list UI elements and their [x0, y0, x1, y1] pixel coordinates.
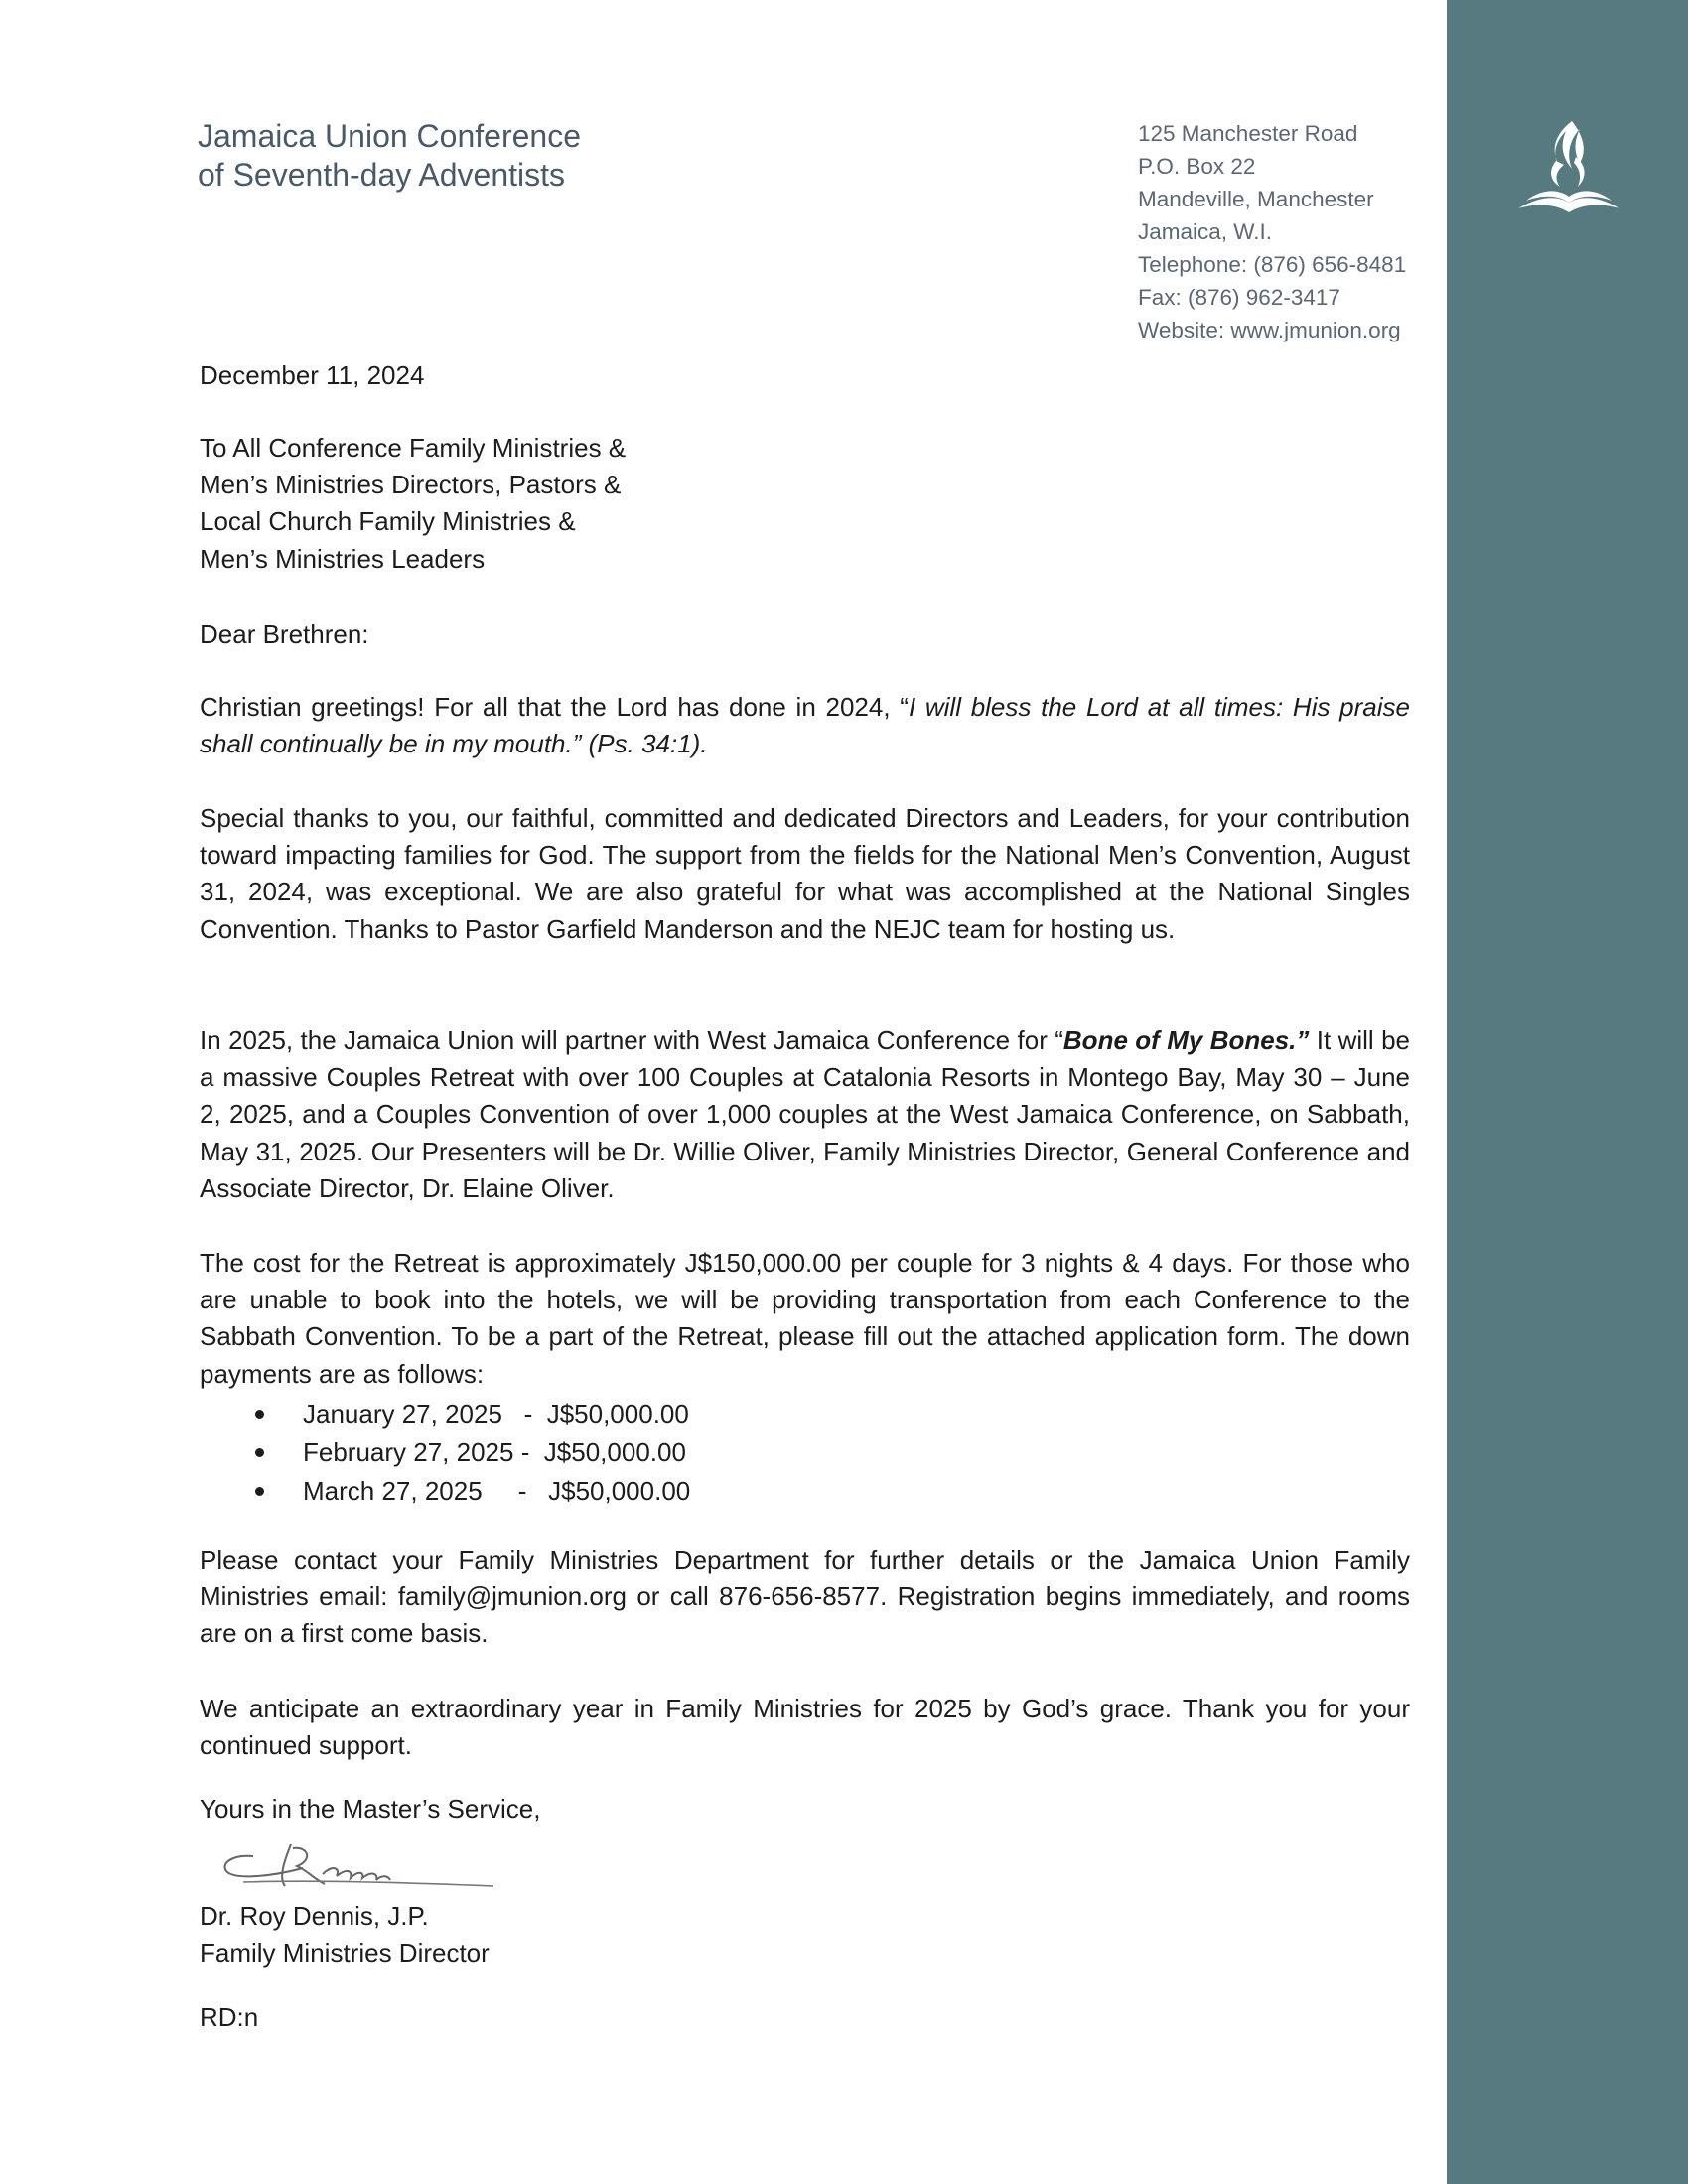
handwritten-signature [213, 1835, 501, 1894]
address-fax: Fax: (876) 962-3417 [1138, 285, 1340, 310]
bullet-icon [255, 1410, 264, 1419]
signer-name: Dr. Roy Dennis, J.P. [200, 1901, 429, 1931]
address-street: 125 Manchester Road [1138, 121, 1358, 146]
address-telephone: Telephone: (876) 656-8481 [1138, 252, 1407, 277]
recipient-line: Men’s Ministries Leaders [200, 543, 486, 574]
paragraph-anticipation: We anticipate an extraordinary year in Family Ministries for 2025 by God’s grace. Thank you for your continued support. [200, 1694, 1410, 1761]
recipient-line: Men’s Ministries Directors, Pastors & [200, 470, 622, 500]
list-item [200, 1472, 1093, 1511]
list-item [200, 1433, 1093, 1472]
paragraph-contact: Please contact your Family Ministries Department for further details or the Jamaica Union Family Ministries email: family@jmunion.org or call 876-656-8577. Registration begins immediately, and rooms are on a first come basis. [200, 1545, 1410, 1649]
recipient-line: To All Conference Family Ministries & [200, 433, 627, 463]
paragraph-thanks: Special thanks to you, our faithful, committed and dedicated Directors and Leaders, for your contribution toward impacting families for God. The support from the fields for the National Men’s Convention, August 31, 2024, was exceptional. We are also grateful for what was accomplished at the National Singles Convention. Thanks to Pastor Garfield Manderson and the NEJC team for hosting us. [200, 803, 1410, 944]
adventist-flame-book-icon [1514, 117, 1623, 226]
payment-entry: January 27, 2025 - J$50,000.00 [303, 1399, 689, 1429]
address-country: Jamaica, W.I. [1138, 219, 1273, 244]
recipient-line: Local Church Family Ministries & [200, 506, 576, 537]
greeting-lead: Christian greetings! For all that the Lord has done in 2024, “ [200, 692, 909, 722]
paragraph-retreat [200, 1023, 1410, 1207]
payment-entry: February 27, 2025 - J$50,000.00 [303, 1437, 686, 1467]
organization-name [198, 117, 581, 195]
event-name: Bone of My Bones.” [1062, 1025, 1310, 1055]
retreat-details: It will be a massive Couples Retreat with over 100 Couples at Catalonia Resorts in Montego Bay, May 30 – June 2, 2025, and a Couples Convention of over 1,000 couples at the West Jamaica Conference, on Sabbath, May 31, 2025. Our Presenters will be Dr. Willie Oliver, Family Ministries Director, General Conference and Associate Director, Dr. Elaine Oliver. [200, 1025, 1411, 1203]
salutation: Dear Brethren: [200, 619, 369, 649]
bullet-icon [255, 1487, 264, 1496]
bullet-icon [255, 1448, 264, 1457]
address-po-box: P.O. Box 22 [1138, 154, 1256, 179]
org-name-line-1: Jamaica Union Conference [198, 118, 581, 154]
address-website: Website: www.jmunion.org [1138, 318, 1401, 342]
payment-entry: March 27, 2025 - J$50,000.00 [303, 1476, 691, 1506]
signer-block [200, 1898, 1410, 1972]
scripture-quote: I will bless the Lord at all times: His praise shall continually be in my mouth.” (Ps. 34:1). [200, 692, 1410, 759]
complimentary-close: Yours in the Master’s Service, [200, 1794, 541, 1824]
paragraph-greeting [200, 689, 1410, 762]
side-color-band [1447, 0, 1688, 2184]
list-item [200, 1395, 1093, 1433]
retreat-lead: In 2025, the Jamaica Union will partner with West Jamaica Conference for “ [200, 1025, 1063, 1055]
signer-title: Family Ministries Director [200, 1938, 490, 1969]
recipients-block [200, 430, 1410, 578]
letterhead-address [1138, 117, 1406, 346]
reference-initials: RD:n [200, 2002, 259, 2032]
payment-schedule-list [200, 1395, 1093, 1511]
paragraph-cost: The cost for the Retreat is approximately J$150,000.00 per couple for 3 nights & 4 days. For those who are unable to book into the hotels, we will be providing transportation from each Conference to the Sabbath Convention. To be a part of the Retreat, please fill out the attached application form. The down payments are as follows: [200, 1248, 1410, 1389]
address-city: Mandeville, Manchester [1138, 187, 1374, 211]
letter-date: December 11, 2024 [200, 360, 425, 390]
org-name-line-2: of Seventh-day Adventists [198, 157, 565, 193]
